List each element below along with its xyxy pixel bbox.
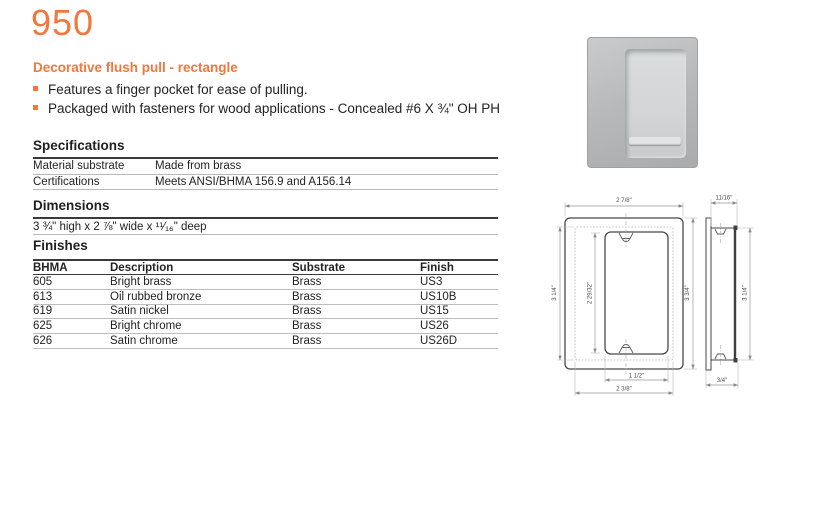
cell-substrate: Brass [292, 335, 322, 348]
dim-pocket-height: 2 29/32" [587, 281, 594, 305]
bullet-square-icon [33, 105, 38, 110]
col-header-finish: Finish [420, 261, 454, 274]
feature-text: Packaged with fasteners for wood applications - Concealed #6 X ¾" OH PH [48, 100, 501, 116]
spec-label: Certifications [33, 175, 100, 188]
finishes-table [33, 259, 498, 349]
technical-drawing [550, 186, 765, 401]
col-header-bhma: BHMA [33, 261, 68, 274]
spec-row [33, 159, 498, 175]
cell-description: Oil rubbed bronze [110, 290, 202, 303]
spec-row [33, 175, 498, 191]
dimensions-heading: Dimensions [33, 198, 498, 219]
feature-text: Features a finger pocket for ease of pulling. [48, 82, 308, 97]
cell-finish: US3 [420, 275, 443, 288]
spec-value: Made from brass [155, 160, 242, 173]
cell-bhma: 625 [33, 320, 53, 333]
product-photo-finger-pocket [625, 49, 686, 158]
page-title: 950 [31, 2, 95, 43]
specifications-section [33, 138, 498, 190]
clip-top [734, 226, 738, 231]
specifications-heading: Specifications [33, 138, 498, 159]
finishes-header-row [33, 259, 498, 275]
feature-item [33, 101, 500, 120]
spec-value: Meets ANSI/BHMA 156.9 and A156.14 [155, 175, 352, 188]
bullet-square-icon [33, 86, 38, 91]
cell-bhma: 626 [33, 335, 53, 348]
dim-pocket-width: 1 1/2" [628, 373, 645, 380]
dim-front-total-height: 3 3/4" [685, 285, 691, 301]
table-row [33, 319, 498, 334]
dim-side-depth-bottom: 3/4" [716, 378, 728, 384]
cell-description: Bright brass [110, 275, 172, 288]
cell-description: Satin nickel [110, 305, 169, 318]
cell-description: Bright chrome [110, 320, 182, 333]
cell-finish: US15 [420, 305, 449, 318]
dimensions-text: 3 ¾" high x 2 ⅞" wide x ¹¹⁄₁₆" deep [33, 219, 498, 235]
product-photo [587, 37, 698, 168]
feature-item [33, 82, 500, 101]
finishes-heading: Finishes [33, 238, 88, 253]
table-row [33, 334, 498, 349]
cell-finish: US10B [420, 290, 457, 303]
finishes-section [33, 238, 498, 349]
cell-substrate: Brass [292, 275, 322, 288]
drawing-front-view [552, 198, 697, 396]
cell-description: Satin chrome [110, 335, 178, 348]
cell-bhma: 619 [33, 305, 53, 318]
dim-body-width: 2 3/8" [616, 386, 632, 393]
cell-bhma: 613 [33, 290, 53, 303]
table-row [33, 275, 498, 290]
table-row [33, 305, 498, 320]
spec-label: Material substrate [33, 160, 125, 173]
cell-substrate: Brass [292, 320, 322, 333]
col-header-description: Description [110, 261, 174, 274]
clip-bottom [734, 358, 738, 363]
feature-list [33, 82, 500, 119]
product-subtitle: Decorative flush pull - rectangle [33, 60, 238, 75]
dim-front-width: 2 7/8" [616, 198, 632, 204]
drawing-side-view [706, 196, 754, 389]
dim-side-depth-top: 11/16" [715, 195, 733, 202]
col-header-substrate: Substrate [292, 261, 346, 274]
dim-front-left-height: 3 1/4" [552, 285, 558, 301]
table-row [33, 290, 498, 305]
cell-bhma: 605 [33, 275, 53, 288]
cell-finish: US26 [420, 320, 449, 333]
cell-finish: US26D [420, 335, 458, 348]
product-photo-pull-shelf [629, 137, 681, 145]
cell-substrate: Brass [292, 305, 322, 318]
dim-side-height: 3 1/4" [742, 285, 749, 301]
dimensions-section [33, 198, 498, 235]
cell-substrate: Brass [292, 290, 322, 303]
